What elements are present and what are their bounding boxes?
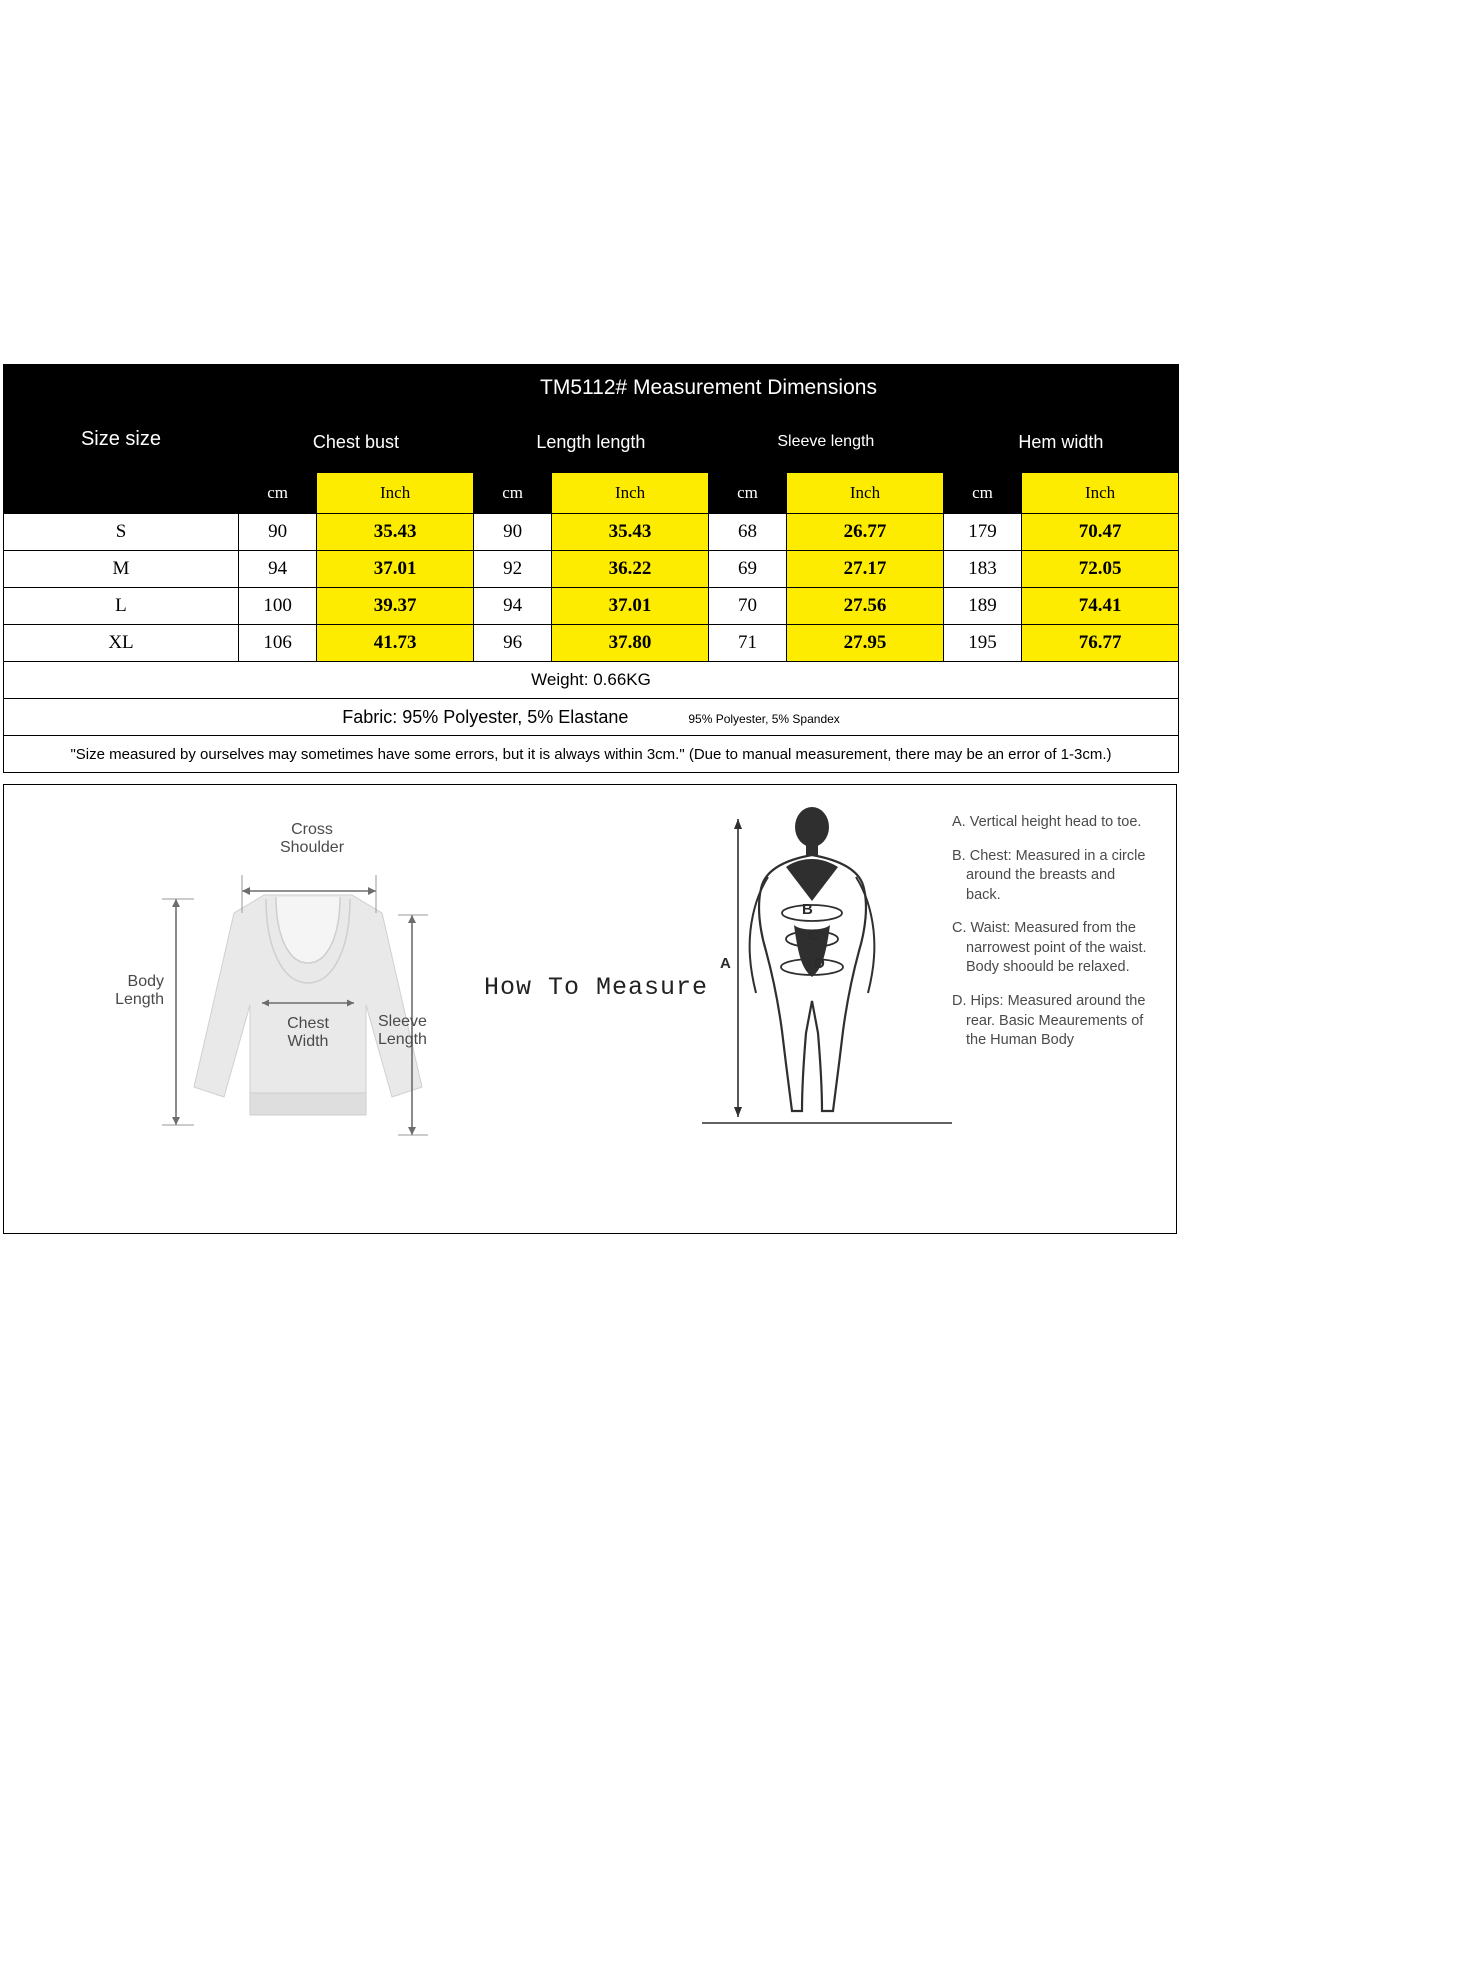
measure-notes — [952, 813, 1152, 1065]
cell-size: XL — [4, 625, 239, 662]
measure-note-c: C. Waist: Measured from the narrowest point of the waist. Body shoould be relaxed. — [952, 920, 1147, 976]
unit-header-hem-cm: cm — [943, 473, 1021, 514]
cell-chest-inch: 39.37 — [317, 588, 474, 625]
cell-length-inch: 36.22 — [552, 551, 709, 588]
size-column-header: Size size — [4, 365, 239, 514]
cell-chest-cm: 90 — [238, 514, 316, 551]
cell-sleeve-cm: 70 — [708, 588, 786, 625]
size-chart-table-wrapper — [3, 364, 1179, 773]
table-title-row — [4, 365, 1179, 412]
cell-hem-cm: 195 — [943, 625, 1021, 662]
how-to-measure-heading: How To Measure — [484, 973, 709, 1002]
cell-length-inch: 37.80 — [552, 625, 709, 662]
cell-length-inch: 37.01 — [552, 588, 709, 625]
fabric-sub-text: 95% Polyester, 5% Spandex — [688, 711, 840, 726]
cell-sleeve-cm: 69 — [708, 551, 786, 588]
letter-a: A — [720, 955, 731, 972]
group-header-chest: Chest bust — [238, 412, 473, 473]
letter-b: B — [802, 901, 813, 918]
unit-header-hem-inch: Inch — [1022, 473, 1179, 514]
cell-sleeve-inch: 27.17 — [787, 551, 944, 588]
group-header-hem: Hem width — [943, 412, 1178, 473]
fabric-row — [4, 699, 1179, 736]
label-sleeve-length: Sleeve Length — [378, 1013, 427, 1049]
table-row — [4, 588, 1179, 625]
cell-chest-cm: 94 — [238, 551, 316, 588]
measure-note-b: B. Chest: Measured in a circle around the breasts and back. — [952, 847, 1146, 903]
cell-length-cm: 90 — [473, 514, 551, 551]
unit-header-sleeve-inch: Inch — [787, 473, 944, 514]
garment-diagram — [115, 821, 464, 1175]
measure-note-d: D. Hips: Measured around the rear. Basic Meaurements of the Human Body — [952, 992, 1146, 1049]
letter-d: D — [814, 955, 825, 972]
cell-sleeve-cm: 68 — [708, 514, 786, 551]
cell-length-cm: 94 — [473, 588, 551, 625]
cell-hem-inch: 74.41 — [1022, 588, 1179, 625]
cell-chest-cm: 106 — [238, 625, 316, 662]
group-header-sleeve: Sleeve length — [708, 412, 943, 473]
garment-illustration — [154, 835, 464, 1175]
cell-size: M — [4, 551, 239, 588]
cell-length-cm: 96 — [473, 625, 551, 662]
cell-chest-inch: 41.73 — [317, 625, 474, 662]
size-chart-table — [3, 364, 1179, 773]
table-title: TM5112# Measurement Dimensions — [238, 365, 1178, 412]
table-row — [4, 625, 1179, 662]
label-cross-shoulder: Cross Shoulder — [279, 821, 345, 857]
cell-length-inch: 35.43 — [552, 514, 709, 551]
weight-row — [4, 662, 1179, 699]
cell-hem-cm: 183 — [943, 551, 1021, 588]
disclaimer-row — [4, 736, 1179, 773]
cell-hem-cm: 179 — [943, 514, 1021, 551]
cell-length-cm: 92 — [473, 551, 551, 588]
table-row — [4, 514, 1179, 551]
label-body-length: Body Length — [115, 973, 164, 1009]
weight-text: Weight: 0.66KG — [4, 662, 1179, 699]
cell-size: L — [4, 588, 239, 625]
group-header-length: Length length — [473, 412, 708, 473]
label-chest-width: Chest Width — [287, 1015, 329, 1051]
unit-header-chest-cm: cm — [238, 473, 316, 514]
disclaimer-text: "Size measured by ourselves may sometimes have some errors, but it is always within 3cm." (Due to manual measurement, there may be an error of 1-3cm.) — [4, 736, 1179, 773]
table-row — [4, 551, 1179, 588]
cell-hem-inch: 76.77 — [1022, 625, 1179, 662]
cell-sleeve-inch: 26.77 — [787, 514, 944, 551]
cell-sleeve-inch: 27.56 — [787, 588, 944, 625]
letter-c: C — [808, 927, 819, 944]
body-figure-diagram — [694, 805, 1147, 1225]
unit-header-sleeve-cm: cm — [708, 473, 786, 514]
cell-hem-cm: 189 — [943, 588, 1021, 625]
how-to-measure-panel — [3, 784, 1177, 1234]
cell-hem-inch: 72.05 — [1022, 551, 1179, 588]
cell-sleeve-cm: 71 — [708, 625, 786, 662]
unit-header-chest-inch: Inch — [317, 473, 474, 514]
cell-chest-inch: 35.43 — [317, 514, 474, 551]
unit-header-length-cm: cm — [473, 473, 551, 514]
cell-chest-inch: 37.01 — [317, 551, 474, 588]
cell-chest-cm: 100 — [238, 588, 316, 625]
unit-header-length-inch: Inch — [552, 473, 709, 514]
measure-note-a: A. Vertical height head to toe. — [952, 814, 1142, 830]
cell-size: S — [4, 514, 239, 551]
cell-sleeve-inch: 27.95 — [787, 625, 944, 662]
cell-hem-inch: 70.47 — [1022, 514, 1179, 551]
fabric-cell — [4, 699, 1179, 736]
fabric-main-text: Fabric: 95% Polyester, 5% Elastane — [342, 706, 629, 727]
